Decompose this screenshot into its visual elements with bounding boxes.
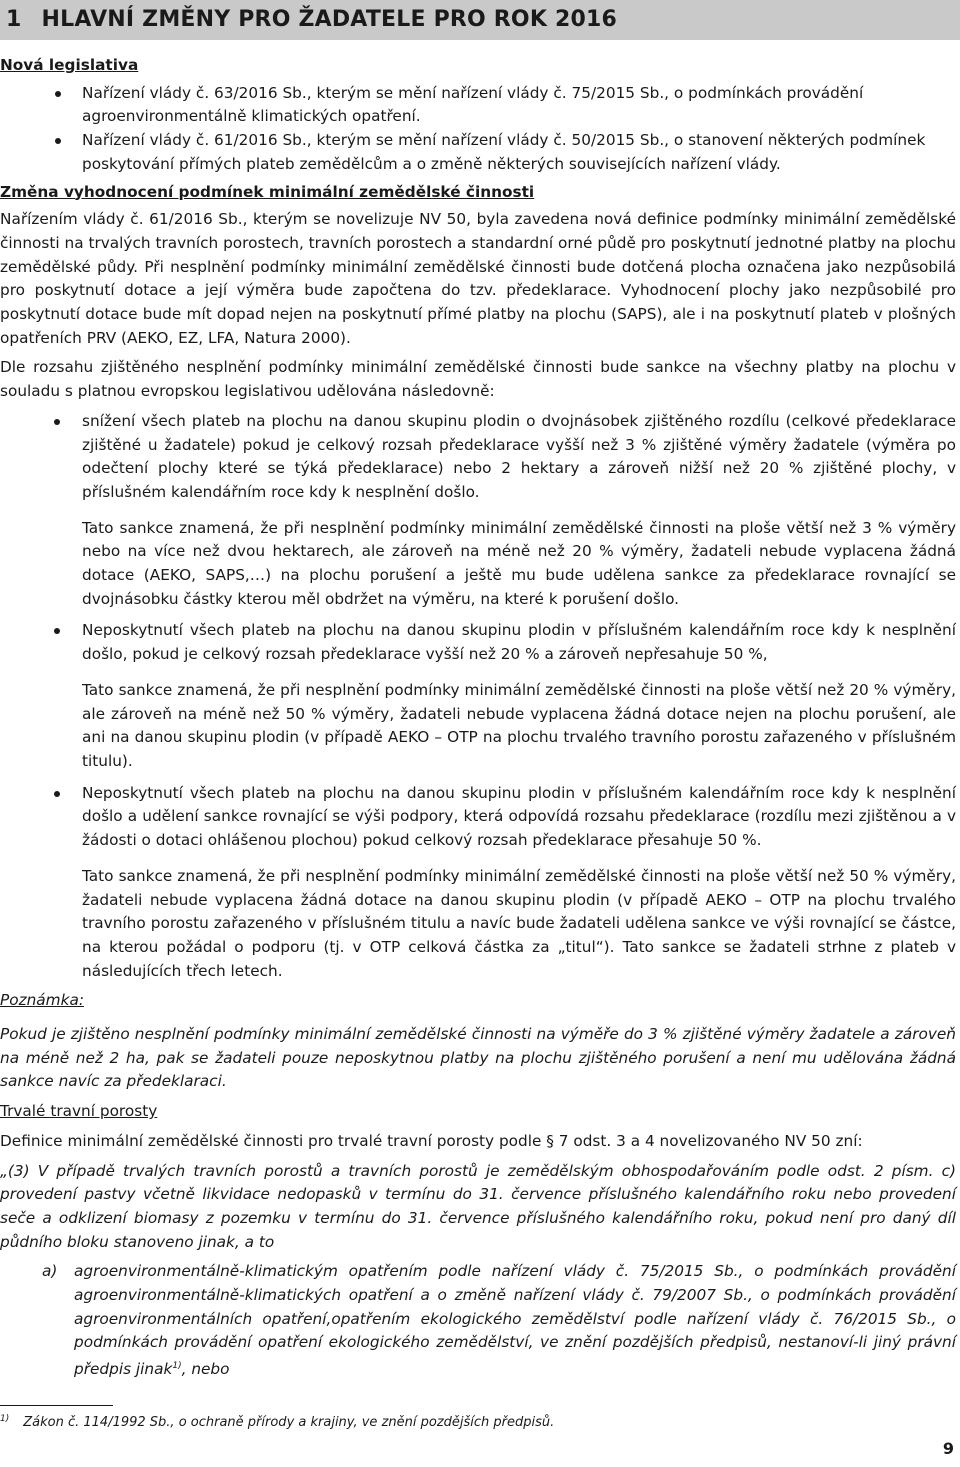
chapter-number: 1 [6, 7, 22, 33]
grassland-quote: „(3) V případě trvalých travních porostů a travních porostů je zemědělským obhospodařováním podle odst. 2 písm. c) provedení pastvy včetně likvidace nedopasků v termínu do 31. července příslušného kalendářního roku nebo provedení seče a odklizení biomasy z pozemku v termínu do 31. července příslušného kalendářního roku, pokud není pro daný díl půdního bloku stanoveno jinak, a to [0, 1161, 956, 1251]
section-heading: Změna vyhodnocení podmínek minimální zemědělské činnosti [0, 182, 535, 201]
section-paragraph: Nařízením vlády č. 61/2016 Sb., kterým se novelizuje NV 50, byla zavedena nová definice podmínky minimální zemědělské činnosti na trvalých travních porostech, travních porostech a standardní orné půdě pro poskytnutí jednotné platby na plochu zemědělské půdy. Při nesplnění podmínky minimální zemědělské činnosti bude dotčená plocha označena jako nezpůsobilá pro poskytnutí dotace a její výměra bude započtena do tzv. předeklarace. Vyhodnocení plochy jako nezpůsobilé pro poskytnutí dotace bude mít dopad nejen na poskytnutí přímé platby na plochu (SAPS), ale i na poskytnutí plateb v plošných opatřeních PRV (AEKO, EZ, LFA, Natura 2000). [0, 210, 956, 347]
main-content [0, 54, 956, 1382]
note-label: Poznámka: [0, 991, 84, 1010]
sanctions-list [0, 410, 956, 983]
list-item: snížení všech plateb na plochu na danou skupinu plodin o dvojnásobek zjištěného rozdílu (celkové předeklarace zjištěné u žadatele) pokud je celkový rozsah předeklarace vyšší než 3 % zjištěné výměry žadatele (výměra po odečtení plochy které se týká předeklarace) nebo 2 hektary a zároveň nižší než 20 % zjištěné plochy, v příslušném kalendářním roce kdy k nesplnění došlo. Tato sankce znamená, že při nesplnění podmínky minimální zemědělské činnosti na ploše větší než 3 % výměry nebo na více než dvou hektarech, ale zároveň na méně než 20 % výměry, žadateli nebude vyplacena žádná dotace (AEKO, SAPS,…) na plochu porušení a ještě mu bude udělena sankce za předeklarace rovnající se dvojnásobku částky kterou měl obdržet na výměru, na které k porušení došlo. [0, 410, 956, 612]
legislation-list [0, 82, 956, 177]
bullet-icon [55, 91, 61, 97]
list-item: Neposkytnutí všech plateb na plochu na danou skupinu plodin v příslušném kalendářním roce kdy k nesplnění došlo, pokud je celkový rozsah předeklarace vyšší než 20 % a zároveň nepřesahuje 50 %, Tato sankce znamená, že při nesplnění podmínky minimální zemědělské činnosti na ploše větší než 20 % výměry, ale zároveň na méně než 50 % výměry, žadateli nebude vyplacena žádná dotace nejen na plochu porušení, ale ani na danou skupinu plodin (v případě AEKO – OTP na plochu trvalého travního porostu zařazeného v příslušném titulu). [0, 619, 956, 773]
sanction-note: Tato sankce znamená, že při nesplnění podmínky minimální zemědělské činnosti na ploše větší než 50 % výměry, žadateli nebude vyplacena žádná dotace na danou skupinu plodin (v případě AEKO – OTP na plochu trvalého travního porostu zařazeného v příslušném titulu a navíc bude žadateli udělena sankce ve výši rovnající se částce, na kterou požádal o podporu (tj. v OTP celková částka za „titul“). Tato sankce se žadateli strhne z plateb v následujících třech letech. [82, 866, 956, 980]
sanction-note: Tato sankce znamená, že při nesplnění podmínky minimální zemědělské činnosti na ploše větší než 3 % výměry nebo na více než dvou hektarech, ale zároveň na méně než 20 % výměry, žadateli nebude vyplacena žádná dotace (AEKO, SAPS,…) na plochu porušení a ještě mu bude udělena sankce za předeklarace rovnající se dvojnásobku částky kterou měl obdržet na výměru, na které k porušení došlo. [82, 518, 956, 608]
item-label: a) [42, 1262, 58, 1281]
legislation-heading: Nová legislativa [0, 56, 139, 74]
list-item: Nařízení vlády č. 63/2016 Sb., kterým se mění nařízení vlády č. 75/2015 Sb., o podmínkách provádění agroenvironmentálně klimatických opatření. [0, 82, 956, 129]
grassland-intro: Definice minimální zemědělské činnosti pro trvalé travní porosty podle § 7 odst. 3 a 4 novelizovaného NV 50 zní: [0, 1131, 863, 1150]
footnote-text: Zákon č. 114/1992 Sb., o ochraně přírody a krajiny, ve znění pozdějších předpisů. [23, 1415, 555, 1430]
footnote-mark: 1) [0, 1414, 10, 1424]
chapter-header [0, 0, 960, 40]
bullet-icon [54, 419, 60, 425]
chapter-title: HLAVNÍ ZMĚNY PRO ŽADATELE PRO ROK 2016 [41, 7, 617, 33]
footnote-reference: 1) [172, 1361, 182, 1372]
grassland-heading: Trvalé travní porosty [0, 1102, 158, 1121]
bullet-icon [55, 138, 61, 144]
section-paragraph: Dle rozsahu zjištěného nesplnění podmínky minimální zemědělské činnosti bude sankce na všechny platby na plochu v souladu s platnou evropskou legislativou udělována následovně: [0, 358, 956, 401]
list-item: Nařízení vlády č. 61/2016 Sb., kterým se mění nařízení vlády č. 50/2015 Sb., o stanovení některých podmínek poskytování přímých plateb zemědělcům a o změně některých souvisejících nařízení vlády. [0, 129, 956, 176]
footnote [0, 1411, 554, 1437]
list-item-a: a) agroenvironmentálně-klimatickým opatřením podle nařízení vlády č. 75/2015 Sb., o podmínkách provádění agroenvironmentálně-klimatických opatření a o změně nařízení vlády č. 79/2007 Sb., o podmínkách provádění agroenvironmentálních opatření,opatřením ekologického zemědělství podle nařízení vlády č. 76/2015 Sb., o podmínkách provádění opatření ekologického zemědělství, ve znění pozdějších předpisů, nestanoví-li jiný právní předpis jinak$^{1)}$, nebo [42, 1262, 956, 1379]
list-item: Neposkytnutí všech plateb na plochu na danou skupinu plodin v příslušném kalendářním roce kdy k nesplnění došlo a udělení sankce rovnající se výši podpory, která odpovídá rozsahu předeklarace (rozdílu mezi zjištěnou a v žádosti o dotaci ohlášenou plochou) pokud celkový rozsah předeklarace přesahuje 50 %. Tato sankce znamená, že při nesplnění podmínky minimální zemědělské činnosti na ploše větší než 50 % výměry, žadateli nebude vyplacena žádná dotace na danou skupinu plodin (v případě AEKO – OTP na plochu trvalého travního porostu zařazeného v příslušném titulu a navíc bude žadateli udělena sankce ve výši rovnající se částce, na kterou požádal o podporu (tj. v OTP celková částka za „titul“). Tato sankce se žadateli strhne z plateb v následujících třech letech. [0, 782, 956, 984]
bullet-icon [54, 791, 60, 797]
bullet-icon [54, 628, 60, 634]
sanction-note: Tato sankce znamená, že při nesplnění podmínky minimální zemědělské činnosti na ploše větší než 20 % výměry, ale zároveň na méně než 50 % výměry, žadateli nebude vyplacena žádná dotace nejen na plochu porušení, ale ani na danou skupinu plodin (v případě AEKO – OTP na plochu trvalého travního porostu zařazeného v příslušném titulu). [82, 680, 956, 770]
page-number: 9 [942, 1439, 954, 1458]
note-text: Pokud je zjištěno nesplnění podmínky minimální zemědělské činnosti na výměře do 3 % zjištěné výměry žadatele a zároveň na méně než 2 ha, pak se žadateli pouze neposkytnou platby na plochu zjištěného porušení a není mu udělována žádná sankce navíc za předeklaraci. [0, 1025, 956, 1091]
footnote-divider [0, 1405, 113, 1406]
